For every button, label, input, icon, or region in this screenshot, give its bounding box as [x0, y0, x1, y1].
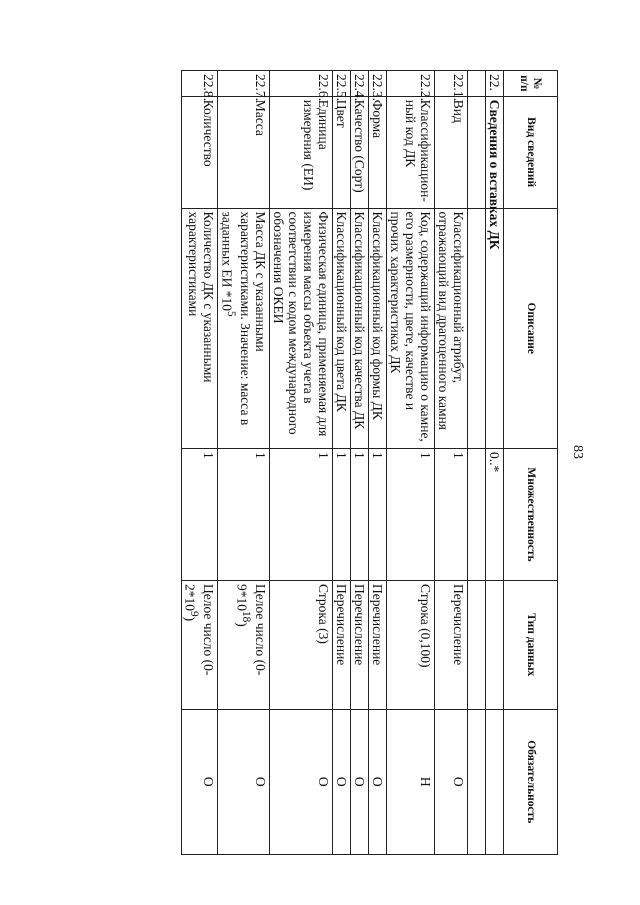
table-row [435, 71, 468, 855]
row-kind: Вид [435, 96, 468, 208]
row-required: О [182, 709, 219, 854]
table-row [387, 71, 435, 855]
row-data-type: Перечисление [369, 580, 387, 709]
row-required: О [333, 709, 351, 854]
row-required: О [435, 709, 468, 854]
data-table [181, 70, 558, 855]
section-num: 22. [486, 71, 504, 97]
row-kind: Количество [182, 96, 219, 208]
row-multiplicity: 1 [333, 449, 351, 581]
row-required: О [369, 709, 387, 854]
row-data-type: Перечисление [333, 580, 351, 709]
row-num: 22.6. [270, 71, 333, 97]
row-num: 22.5. [333, 71, 351, 97]
row-multiplicity: 1 [369, 449, 387, 581]
table-row [218, 71, 270, 855]
row-num: 22.3. [369, 71, 387, 97]
row-num: 22.2. [387, 71, 435, 97]
row-data-type: Перечисление [435, 580, 468, 709]
row-description: Классификационный атрибут, отражающий вид драгоценного камня [435, 208, 468, 448]
row-data-type: Целое число $(0-9*10^{18})$ [218, 580, 270, 709]
row-required: Н [387, 709, 435, 854]
row-data-type: Строка (3) [270, 580, 333, 709]
row-kind: Единица измерения (ЕИ) [270, 96, 333, 208]
row-required: О [218, 709, 270, 854]
row-description: Классификационный код формы ДК [369, 208, 387, 448]
table-row [333, 71, 351, 855]
row-data-type: Перечисление [351, 580, 369, 709]
row-data-type: Строка (0,100) [387, 580, 435, 709]
row-kind: Цвет [333, 96, 351, 208]
section-multiplicity: 0..* [486, 449, 504, 581]
header-data-type: Тип данных [504, 580, 558, 709]
row-required: О [351, 709, 369, 854]
row-num: 22.8. [182, 71, 219, 97]
row-description: Физическая единица, применяемая для измерения массы объекта учета в соответствии с кодом международного обозначения ОКЕИ [270, 208, 333, 448]
rotated-page-content [118, 70, 558, 855]
row-kind: Форма [369, 96, 387, 208]
header-required: Обязательность [504, 709, 558, 854]
section-row [486, 71, 504, 855]
row-multiplicity: 1 [218, 449, 270, 581]
row-multiplicity: 1 [270, 449, 333, 581]
row-multiplicity: 1 [435, 449, 468, 581]
row-multiplicity: 1 [182, 449, 219, 581]
table-row [182, 71, 219, 855]
row-description: Код, содержащий информацию о камне, его размерности, цвете, качестве и прочих характеристиках ДК [387, 208, 435, 448]
row-data-type: Целое число $(0-2*10^9)$ [182, 580, 219, 709]
table-header-row [504, 71, 558, 855]
header-kind: Вид сведений [504, 96, 558, 208]
header-multiplicity: Множественность [504, 449, 558, 581]
table-row [369, 71, 387, 855]
row-kind: Качество (Сорт) [351, 96, 369, 208]
row-kind: Классификацион-ный код ДК [387, 96, 435, 208]
row-multiplicity: 1 [351, 449, 369, 581]
row-multiplicity: 1 [387, 449, 435, 581]
row-description: Классификационный код цвета ДК [333, 208, 351, 448]
row-kind: Масса [218, 96, 270, 208]
row-num: 22.7. [218, 71, 270, 97]
row-num: 22.1. [435, 71, 468, 97]
row-description: Классификационный код качества ДК [351, 208, 369, 448]
table-row [270, 71, 333, 855]
header-num: № п/п [504, 71, 558, 97]
page-number: 83 [570, 445, 585, 459]
row-required: О [270, 709, 333, 854]
table-row [351, 71, 369, 855]
row-num: 22.4. [351, 71, 369, 97]
row-description: Количество ДК с указанными характеристиками [182, 208, 219, 448]
section-title: Сведения о вставках ДК [486, 96, 504, 208]
spacer-row [468, 71, 486, 855]
row-description: Масса ДК с указанными характеристиками. Значение: масса в заданных ЕИ $*10^5$ [218, 208, 270, 448]
header-description: Описание [504, 208, 558, 448]
